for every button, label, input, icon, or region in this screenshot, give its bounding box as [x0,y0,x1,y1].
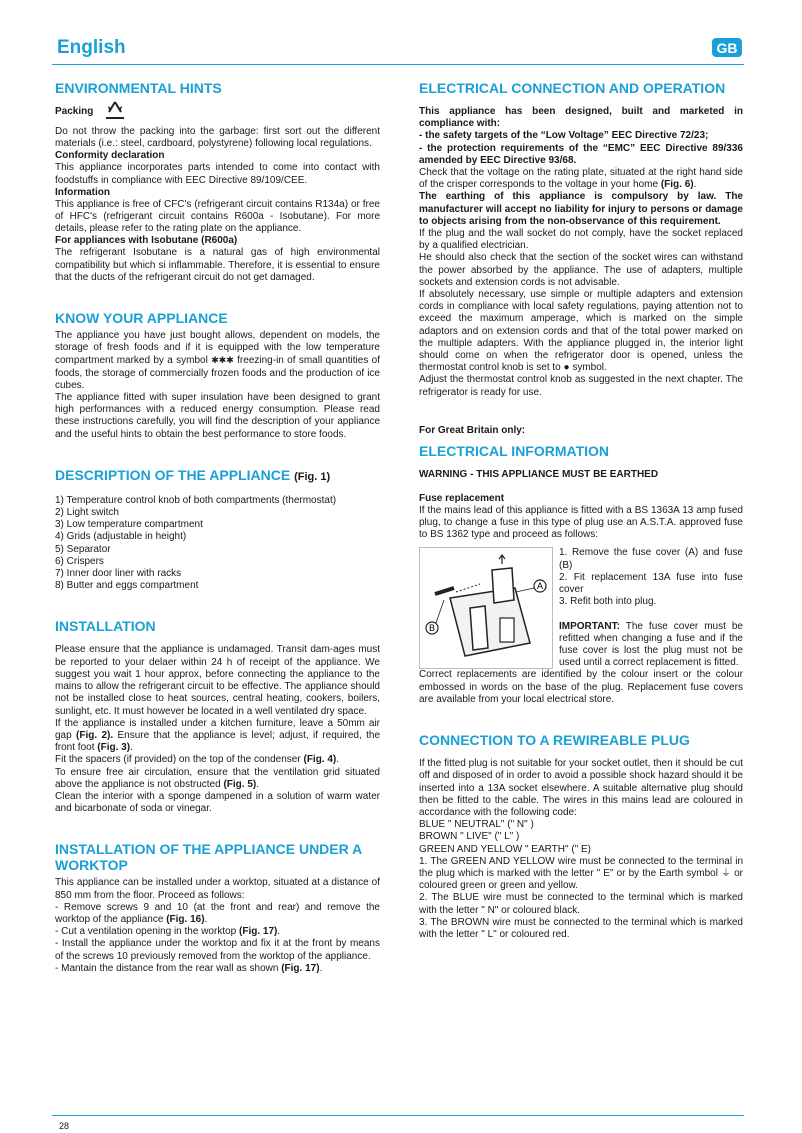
packing-label: Packing [55,106,94,117]
list-item: 8) Butter and eggs compartment [55,580,199,592]
section-rewireable-plug [419,732,743,941]
fuse-steps [559,547,743,669]
know-para-2: The appliance fitted with super insulation have been designed to grant high performances with a reduced energy consumption. Please read these instructions carefully, you will find the description of your appliance and the useful hints to obtain the best performance to store foods. [55,392,380,440]
section-environmental-hints [55,80,380,284]
label-b: B [428,623,436,634]
installation-para-5: Clean the interior with a sponge dampened in a solution of warm water and bicarbonate of soda or vinegar. [55,790,380,815]
list-item: 1) Temperature control knob of both compartments (thermostat) [55,494,337,506]
wires-para: He should also check that the section of the socket wires can withstand the power absorbed by the appliance. The use of adapters, multiple sockets and extension cords is not advisable. [419,252,743,288]
fig-ref: (Fig. 17) [281,962,320,974]
text: Ensure that the appliance is level; adjust, if required, the front foot [55,729,381,754]
conformity-text: This appliance incorporates parts intended to come into contact with foodstuffs in compliance with EEC Directive 89/109/CEE. [55,162,380,186]
freezer-star-icon: ✱✱✱ [211,355,234,366]
gb-only-label: For Great Britain only: [419,424,526,436]
fuse-instructions [419,547,743,669]
important-text: The fuse cover must be refitted when changing a fuse and if the fuse cover is lost the plug must not be used until a correct replacement is fitted. [559,620,743,669]
worktop-para-4: - Install the appliance under the worktop and fix it at the front by means of the screws 10 previously removed from the worktop of the appliance. [55,938,380,962]
section-title: INSTALLATION OF THE APPLIANCE UNDER A WORKTOP [55,841,362,874]
footer-divider [52,1115,744,1116]
fig-ref: (Fig. 4) [303,754,337,766]
packing-text: Do not throw the packing into the garbage: first sort out the different materials (i.e.: steel, cardboard, polystyrene) following local regulations. [55,126,380,150]
header-divider [52,64,744,65]
information-text: This appliance is free of CFC's (refrigerant circuit contains R134a) or free of HFC's (refrigerant circuit contains R600a - Isobutane). For more details, please refer to the rating plate on the appliance. [55,198,380,235]
replacement-para: Correct replacements are identified by the colour insert or the colour embossed in words on the base of the plug. Replacement fuse covers are available from your local electrical store. [419,669,743,705]
emc-directive: - the protection requirements of the “EMC” EEC Directive 89/336 amended by EEC Directive 93/68. [419,142,743,166]
text: Check that the voltage on the rating plate, situated at the right hand side of the crisper corresponds to the voltage in your home [419,167,743,191]
page-language-title: English [57,37,126,58]
text: If the appliance is installed under a kitchen furniture, leave a 50mm air gap [55,717,380,741]
text: - Mantain the distance from the rear wall as shown [55,962,279,974]
important-note [559,621,743,670]
low-voltage-directive: - the safety targets of the “Low Voltage” EEC Directive 72/23; [419,130,709,142]
page-number: 28 [59,1121,70,1131]
list-item: 2. Fit replacement 13A fuse into fuse cover [559,571,743,596]
fig-ref: (Fig. 3) [97,742,131,754]
list-item: 1. Remove the fuse cover (A) and fuse (B) [559,547,743,571]
isobutane-heading: For appliances with Isobutane (R600a) [55,235,238,247]
section-title [55,467,380,485]
adjust-para: Adjust the thermostat control knob as suggested in the next chapter. The refrigerator is ready for use. [419,374,743,398]
important-label: IMPORTANT: [559,620,620,632]
installation-para-2: If the appliance is installed under a kitchen furniture, leave a 50mm air gap (Fig. 2). Ensure that the appliance is level; adjust, if required, the front foot (Fig. 3). [55,717,381,754]
worktop-para-3: - Cut a ventilation opening in the worktop (Fig. 17). [55,926,281,938]
label-a: A [536,581,544,592]
packing-heading [55,100,380,126]
section-title: CONNECTION TO A REWIREABLE PLUG [419,732,690,749]
list-item: 7) Inner door liner with racks [55,568,182,580]
section-installation [55,618,380,815]
list-item: 2) Light switch [55,507,119,519]
know-para-1a: The appliance you have just bought allows, dependent on models, the storage of fresh foods and if it is equipped with the low temperature compartment marked by a symbol [55,330,380,367]
description-title: DESCRIPTION OF THE APPLIANCE [55,466,291,483]
parts-list [55,495,380,593]
fuse-replacement-heading: Fuse replacement [419,492,505,504]
earthed-warning: WARNING - THIS APPLIANCE MUST BE EARTHED [419,468,659,480]
section-description [55,467,380,593]
know-para-1b: freezing-in of small quantities of foods, the storage of commercially frozen foods and the production of ice cubes. [55,355,381,391]
fig-ref: (Fig. 16) [166,913,205,925]
adapters-para [419,289,743,374]
conformity-heading: Conformity declaration [55,150,165,162]
rewire-step-2: 2. The BLUE wire must be connected to the terminal which is marked with the letter " N" or coloured black. [419,892,743,916]
installation-para-4: To ensure free air circulation, ensure that the ventilation grid situated above the appliance is not obstructed (Fig. 5). [55,766,380,790]
section-title: INSTALLATION [55,618,156,635]
installation-para-1: Please ensure that the appliance is undamaged. Transit dam-ages must be reported to your delaer within 24 h of receipt of the appliance. We suggest you wait 1 hour approx, before connecting the appliance to the mains to allow the refrigerant circuit to be effective. The appliance should not be installed close to heat sources, central heating, cookers, boilers, sunlight, etc. It must however be located in a well ventilated dry space. [55,644,380,717]
list-item: 3) Low temperature compartment [55,519,203,531]
recycle-icon [102,100,128,126]
fig-ref: (Fig. 6) [660,179,694,191]
earthing-statement: The earthing of this appliance is compulsory by law. The manufacturer will accept no liability for injury to persons or damage to objects arising from the non-observance of this requirement. [419,191,743,227]
fig-ref: (Fig. 17) [239,926,278,938]
section-title: ELECTRICAL INFORMATION [419,442,610,459]
worktop-para-2: - Remove screws 9 and 10 (at the front and rear) and remove the worktop of the appliance (Fig. 16). [55,901,380,925]
fuse-replacement-text: If the mains lead of this appliance is fitted with a BS 1363A 13 amp fused plug, to change a fuse in this type of plug use an A.S.T.A. approved fuse to BS 1362 type and proceed as follows: [419,504,743,541]
section-know-your-appliance [55,310,380,441]
information-heading: Information [55,186,110,198]
worktop-para-5: - Mantain the distance from the rear wall as shown (Fig. 17). [55,962,323,974]
socket-para: If the plug and the wall socket do not comply, have the socket replaced by a qualified electrician. [419,228,743,252]
right-column [419,80,743,941]
section-title: KNOW YOUR APPLIANCE [55,310,228,327]
list-item: 3. Refit both into plug. [559,596,657,608]
list-item: 6) Crispers [55,555,104,567]
section-electrical-information [419,425,743,706]
text: - Cut a ventilation opening in the worktop [55,926,237,938]
plug-fuse-illustration [419,547,553,669]
rewire-step-1: 1. The GREEN AND YELLOW wire must be connected to the terminal in the plug which is marked with the letter " E" or by the Earth symbol ⏚ or coloured green or green and yellow. [419,855,743,892]
language-badge: GB [712,38,742,57]
rewire-step-3: 3. The BROWN wire must be connected to the terminal which is marked with the letter " L" or coloured red. [419,916,743,940]
fig-ref: (Fig. 2). [76,729,114,741]
text: - Remove screws 9 and 10 (at the front and rear) and remove the worktop of the appliance [55,901,380,925]
isobutane-text: The refrigerant Isobutane is a natural gas of high environmental compatibility but which si inflammable. Therefore, it is essential to ensure that the ducts of the refrigerant circuit do not get damaged. [55,247,380,283]
section-electrical-connection [419,80,743,399]
dot-symbol-icon: ● [563,362,570,374]
voltage-check: Check that the voltage on the rating plate, situated at the right hand side of the crisper corresponds to the voltage in your home (Fig. 6). [419,167,743,191]
wire-code: BLUE " NEUTRAL" (" N" ) [419,819,534,831]
wire-code: BROWN " LIVE" (" L" ) [419,831,520,843]
compliance-statement: This appliance has been designed, built and marketed in compliance with: [419,106,743,130]
text: symbol. [572,362,607,374]
section-title: ELECTRICAL CONNECTION AND OPERATION [419,80,726,96]
wire-code: GREEN AND YELLOW " EARTH" (" E) [419,843,591,855]
text: If absolutely necessary, use simple or multiple adapters and extension cords in compliance with local safety regulations, paying attention not to exceed the maximum amperage, which is marked on the simple adaptors and on extension cords and that of the total power marked on the multiple adapters. With the appliance plugged in, the interior light should come on when the refrigerator door is opened, unless the thermostat control knob is set to [419,289,743,374]
worktop-para-1: This appliance can be installed under a worktop, situated at a distance of 850 mm from the floor. Proceed as follows: [55,877,380,901]
section-title: ENVIRONMENTAL HINTS [55,80,222,96]
text: To ensure free air circulation, ensure that the ventilation grid situated above the appliance is not obstructed [55,766,380,790]
fig-ref: (Fig. 5) [223,778,257,790]
know-para-1 [55,330,380,392]
installation-para-3: Fit the spacers (if provided) on the top of the condenser (Fig. 4). [55,754,340,766]
text: Fit the spacers (if provided) on the top of the condenser [55,754,301,766]
rewire-para-1: If the fitted plug is not suitable for your socket outlet, then it should be cut off and disposed of in order to avoid a possible shock hazard should it be inserted into a 13A socket elsewhere. A suitable alternative plug should then be fitted to the cable. The wires in this mains lead are coloured in accordance with the following code: [419,758,743,818]
section-under-worktop [55,841,380,975]
list-item: 4) Grids (adjustable in height) [55,531,187,543]
left-column [55,80,380,975]
list-item: 5) Separator [55,543,111,555]
description-fig-ref: (Fig. 1) [294,470,331,483]
